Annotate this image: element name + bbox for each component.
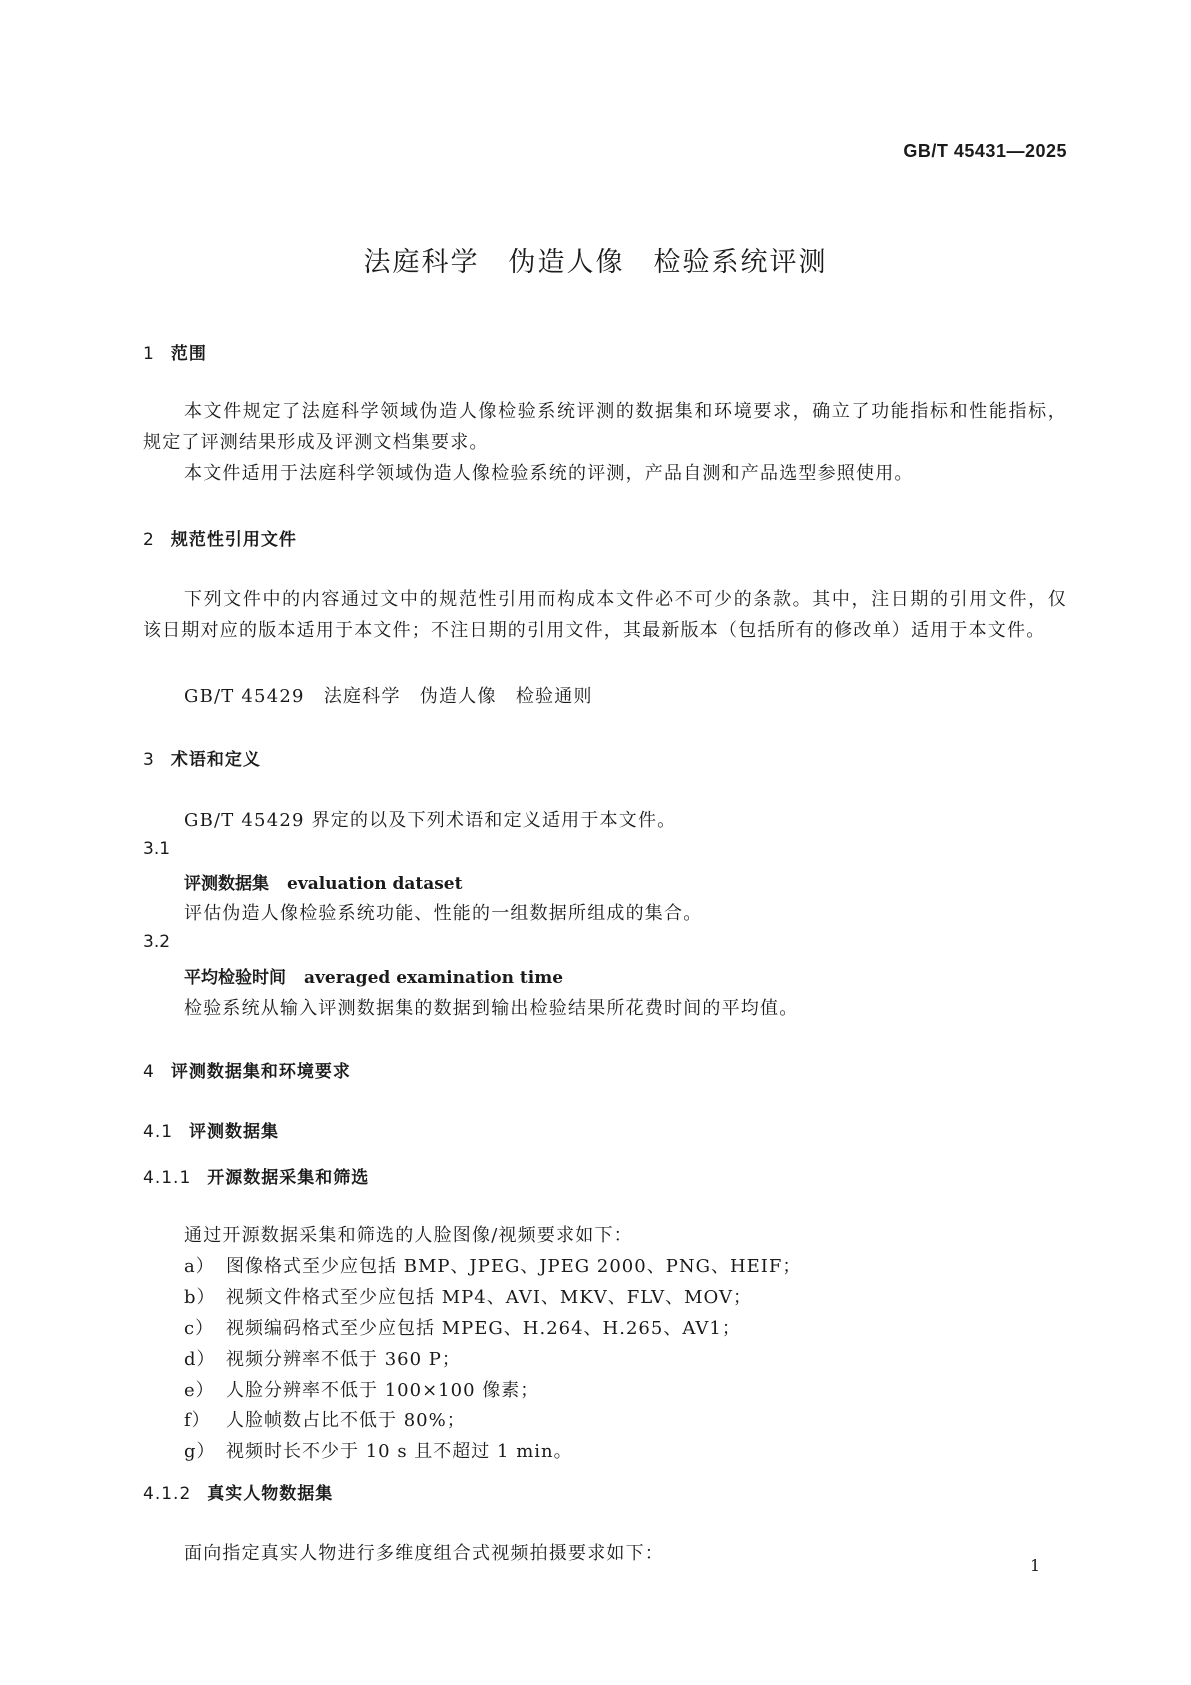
list-text: 视频文件格式至少应包括 MP4、AVI、MKV、FLV、MOV；	[226, 1287, 752, 1308]
section-title: 真实人物数据集	[207, 1484, 334, 1504]
section-heading-1	[143, 339, 207, 364]
list-text: 图像格式至少应包括 BMP、JPEG、JPEG 2000、PNG、HEIF；	[226, 1256, 802, 1277]
term-zh: 平均检验时间	[184, 968, 286, 988]
paragraph: 通过开源数据采集和筛选的人脸图像/视频要求如下：	[184, 1225, 633, 1246]
term-heading	[184, 963, 563, 988]
paragraph: 面向指定真实人物进行多维度组合式视频拍摄要求如下：	[184, 1543, 664, 1564]
list-marker: c）	[184, 1318, 215, 1339]
paragraph: 本文件适用于法庭科学领域伪造人像检验系统的评测，产品自测和产品选型参照使用。	[184, 463, 914, 484]
section-number: 1	[143, 344, 155, 364]
section-title: 开源数据采集和筛选	[207, 1168, 370, 1188]
section-title: 规范性引用文件	[170, 530, 297, 550]
list-item	[184, 1376, 539, 1402]
list-marker: a）	[184, 1256, 215, 1277]
subsection-heading-4-1-1	[143, 1163, 369, 1188]
term-zh: 评测数据集	[184, 874, 269, 894]
document-number: GB/T 45431—2025	[903, 141, 1067, 161]
section-number: 2	[143, 530, 155, 550]
list-item	[184, 1345, 461, 1371]
paragraph: 本文件规定了法庭科学领域伪造人像检验系统评测的数据集和环境要求，确立了功能指标和性能指标，规定了评测结果形成及评测文档集要求。	[143, 401, 1067, 453]
section-title: 评测数据集	[189, 1122, 280, 1142]
section-number: 4.1.2	[143, 1484, 192, 1504]
subsection-heading-4-1	[143, 1117, 279, 1142]
list-marker: d）	[184, 1349, 216, 1370]
section-heading-3	[143, 745, 261, 770]
term-number: 3.1	[143, 839, 171, 859]
term-number: 3.2	[143, 932, 171, 952]
list-text: 视频编码格式至少应包括 MPEG、H.264、H.265、AV1；	[226, 1318, 741, 1339]
list-item	[184, 1406, 466, 1432]
list-text: 人脸分辨率不低于 100×100 像素；	[226, 1380, 540, 1401]
page-number: 1	[1030, 1556, 1041, 1575]
page-title: 法庭科学 伪造人像 检验系统评测	[363, 247, 828, 278]
section-number: 3	[143, 750, 155, 770]
subsection-heading-4-1-2	[143, 1479, 333, 1504]
section-number: 4	[143, 1062, 155, 1082]
list-item	[184, 1252, 801, 1278]
section-number: 4.1.1	[143, 1168, 192, 1188]
section-title: 评测数据集和环境要求	[170, 1062, 351, 1082]
section-title: 术语和定义	[170, 750, 261, 770]
normative-reference: GB/T 45429 法庭科学 伪造人像 检验通则	[184, 686, 593, 707]
term-en: averaged examination time	[304, 968, 564, 988]
section-title: 范围	[170, 344, 207, 364]
term-en: evaluation dataset	[287, 874, 463, 894]
list-marker: e）	[184, 1380, 215, 1401]
list-marker: f）	[184, 1410, 211, 1431]
paragraph: 下列文件中的内容通过文中的规范性引用而构成本文件必不可少的条款。其中，注日期的引用文件，仅该日期对应的版本适用于本文件；不注日期的引用文件，其最新版本（包括所有的修改单）适用于本文件。	[143, 589, 1067, 641]
list-marker: b）	[184, 1287, 216, 1308]
list-item	[184, 1314, 741, 1340]
term-heading	[184, 869, 462, 894]
list-item	[184, 1437, 573, 1463]
paragraph: GB/T 45429 界定的以及下列术语和定义适用于本文件。	[184, 810, 677, 831]
section-heading-4	[143, 1057, 351, 1082]
list-item	[184, 1283, 752, 1309]
term-definition: 评估伪造人像检验系统功能、性能的一组数据所组成的集合。	[184, 903, 703, 924]
list-text: 人脸帧数占比不低于 80%；	[226, 1410, 466, 1431]
list-marker: g）	[184, 1441, 216, 1462]
section-heading-2	[143, 525, 297, 550]
section-number: 4.1	[143, 1122, 174, 1142]
list-text: 视频时长不少于 10 s 且不超过 1 min。	[226, 1441, 573, 1462]
list-text: 视频分辨率不低于 360 P；	[226, 1349, 461, 1370]
term-definition: 检验系统从输入评测数据集的数据到输出检验结果所花费时间的平均值。	[184, 998, 799, 1019]
